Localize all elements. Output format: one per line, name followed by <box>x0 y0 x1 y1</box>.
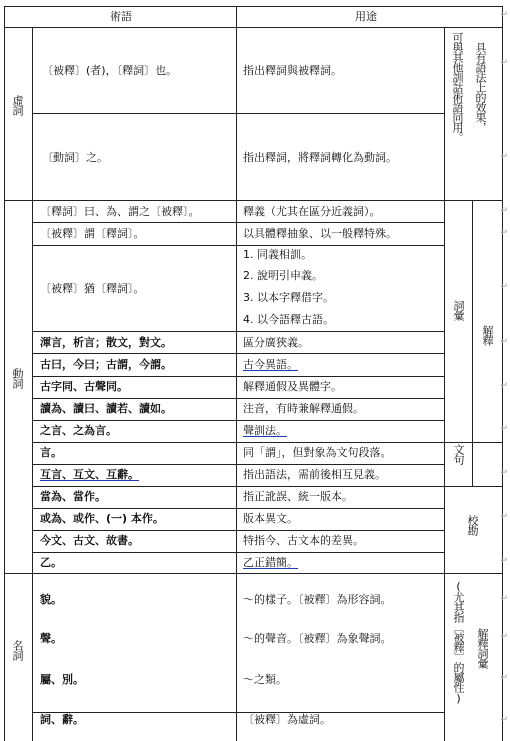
row-7-use: 古今異語。 <box>243 358 298 371</box>
section-mingci: 名詞 <box>11 640 24 660</box>
row-17-use: ～的樣子。〔被釋〕為形容詞。 <box>243 593 392 606</box>
row-7-term: 古曰，今曰；古謂，今謂。 <box>40 358 172 371</box>
mingci-note-2: 解釋詞彙 <box>476 628 489 668</box>
section-xuci: 虛詞 <box>11 95 24 115</box>
side-jieshi: 解釋 <box>481 325 494 345</box>
row-12-term: 互言、互文、互辭。 <box>40 468 139 481</box>
row-16-use: 乙正錯簡。 <box>243 556 298 569</box>
row-14-use: 版本異文。 <box>243 512 298 525</box>
header-usage: 用途 <box>355 10 377 23</box>
row-8-use: 解釋通假及異體字。 <box>243 380 342 393</box>
side-wenju: 文句 <box>452 444 465 464</box>
row-13-use: 指正訛誤、統一版本。 <box>243 490 353 503</box>
row-19-use: ～之類。 <box>243 673 287 686</box>
row-10-term: 之言、之為言。 <box>40 424 117 437</box>
row-5-use-1: 1. 同義相訓。 <box>243 248 312 261</box>
row-1-use: 指出釋詞與被釋詞。 <box>243 64 342 77</box>
row-6-use: 區分廣狹義。 <box>243 336 309 349</box>
xuci-note-1: 可與其他訓詁術語同用。 <box>451 32 464 142</box>
header-term: 術語 <box>110 10 132 23</box>
row-17-term: 貌。 <box>40 593 62 606</box>
section-dongci: 動詞 <box>11 368 24 388</box>
row-11-term: 言。 <box>40 446 62 459</box>
row-5-term: 〔被釋〕猶〔釋詞〕。 <box>40 282 145 295</box>
row-20-term: 詞、辭。 <box>40 713 84 726</box>
row-12-use: 指出語法，需前後相互見義。 <box>243 468 386 481</box>
row-6-term: 渾言，析言；散文，對文。 <box>40 336 172 349</box>
row-4-term: 〔被釋〕謂〔釋詞〕。 <box>40 227 145 240</box>
row-2-term: 〔動詞〕之。 <box>42 151 108 164</box>
side-jiaokan: 校勘 <box>466 515 479 535</box>
row-3-use: 釋義（尤其在區分近義詞）。 <box>243 205 381 218</box>
mingci-note-1: (尤其指〔被釋〕的屬性) <box>452 580 465 704</box>
row-15-term: 今文、古文、故書。 <box>40 534 139 547</box>
row-1-term: 〔被釋〕(者)，〔釋詞〕也。 <box>42 64 178 77</box>
row-5-use-2: 2. 說明引申義。 <box>243 269 323 282</box>
row-11-use: 同「謂」，但對象為文句段落。 <box>243 446 392 459</box>
row-5-use-4: 4. 以今語釋古語。 <box>243 313 334 326</box>
row-18-use: ～的聲音。〔被釋〕為象聲詞。 <box>243 632 392 645</box>
row-16-term: 乙。 <box>40 556 62 569</box>
row-9-term: 讀為、讀曰、讀若、讀如。 <box>40 402 172 415</box>
row-10-use: 聲訓法。 <box>243 424 287 437</box>
row-5-use-3: 3. 以本字釋借字。 <box>243 291 334 304</box>
side-ciyi: 詞彙 <box>452 300 465 320</box>
row-3-term: 〔釋詞〕曰、為、謂之〔被釋〕。 <box>40 205 200 218</box>
row-15-use: 特指今、古文本的差異。 <box>243 534 364 547</box>
row-13-term: 當為、當作。 <box>40 490 106 503</box>
row-19-term: 屬、別。 <box>40 673 84 686</box>
xuci-note-2: 具有語法上的效果， <box>474 42 487 132</box>
row-14-term: 或為、或作、(一) 本作。 <box>40 512 164 525</box>
row-18-term: 聲。 <box>40 632 62 645</box>
row-8-term: 古字同、古聲同。 <box>40 380 128 393</box>
row-20-use: 〔被釋〕為虛詞。 <box>243 713 331 726</box>
row-4-use: 以具體釋抽象、以一般釋特殊。 <box>243 227 397 240</box>
row-2-use: 指出釋詞，將釋詞轉化為動詞。 <box>243 151 397 164</box>
row-9-use: 注音，有時兼解釋通假。 <box>243 402 364 415</box>
